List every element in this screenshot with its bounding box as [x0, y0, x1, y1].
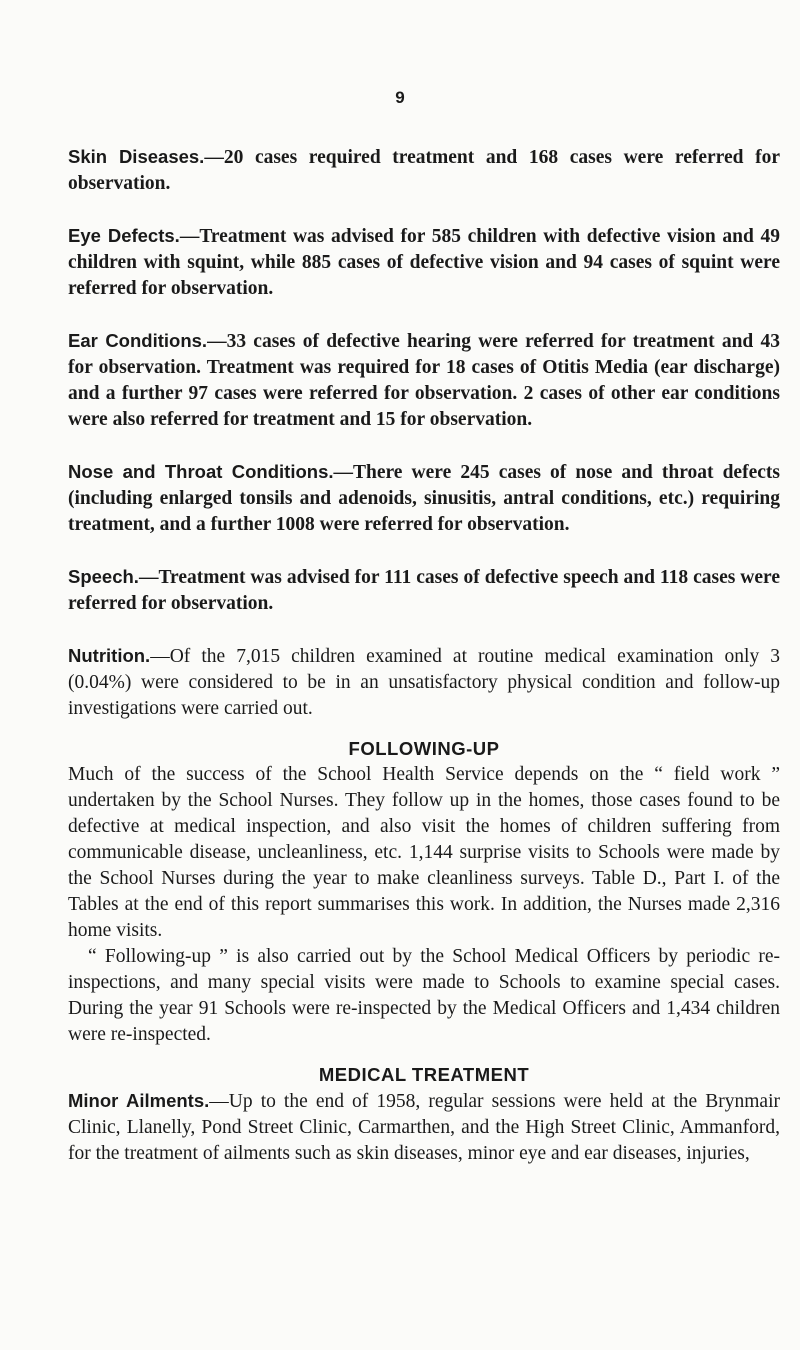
medical-treatment-heading: MEDICAL TREATMENT	[318, 1064, 530, 1085]
nose-throat-heading: Nose and Throat Conditions.	[68, 461, 334, 482]
following-up-paragraph-1: Much of the success of the School Health Service depends on the “ field work ” undertaken by the School Nurses. They follow up in the homes, those cases found to be defective at medical inspection, and also visit the homes of children suffering from communicable disease, uncleanliness, etc. 1,144 surprise visits to Schools were made by the School Nurses during the year to make cleanliness surveys. Table D., Part I. of the Tables at the end of this report summarises this work. In addition, the Nurses made 2,316 home visits.	[68, 764, 780, 941]
ear-conditions-text: —33 cases of defective hearing were referred for treatment and 43 for observation. Treatment was required for 18 cases of Otitis Media (ear discharge) and a further 97 cases were referred for observation. 2 cases of other ear conditions were also referred for treatment and 15 for observation.	[68, 331, 781, 430]
skin-diseases-heading: Skin Diseases.	[68, 146, 205, 167]
speech-heading: Speech.	[68, 566, 139, 587]
speech-paragraph	[68, 564, 780, 617]
ear-conditions-heading: Ear Conditions.	[68, 330, 208, 351]
eye-defects-text: —Treatment was advised for 585 children with defective vision and 49 children with squint, while 885 cases of defective vision and 94 cases of squint were referred for observation.	[68, 226, 780, 299]
following-up-heading: FOLLOWING-UP	[348, 738, 500, 759]
minor-ailments-paragraph	[68, 1088, 780, 1167]
nose-throat-paragraph	[68, 459, 780, 538]
following-up-paragraph-2: “ Following-up ” is also carried out by the School Medical Officers by periodic re-inspections, and many special visits were made to Schools to examine special cases. During the year 91 Schools were re-inspected by the Medical Officers and 1,434 children were re-inspected.	[68, 946, 780, 1045]
speech-text: —Treatment was advised for 111 cases of defective speech and 118 cases were referred for observation.	[68, 567, 780, 614]
nutrition-paragraph	[68, 643, 780, 722]
eye-defects-paragraph	[68, 223, 780, 302]
page-number: 9	[395, 88, 405, 107]
ear-conditions-paragraph	[68, 328, 780, 433]
minor-ailments-heading: Minor Ailments.	[68, 1090, 210, 1111]
eye-defects-heading: Eye Defects.	[68, 225, 180, 246]
nutrition-heading: Nutrition.	[68, 645, 151, 666]
nutrition-text: —Of the 7,015 children examined at routine medical examination only 3 (0.04%) were considered to be in an unsatisfactory physical condition and follow-up investigations were carried out.	[68, 646, 780, 719]
nose-throat-text: —There were 245 cases of nose and throat defects (including enlarged tonsils and adenoids, sinusitis, antral conditions, etc.) requiring treatment, and a further 1008 were referred for observation.	[68, 462, 780, 535]
minor-ailments-text: —Up to the end of 1958, regular sessions were held at the Brynmair Clinic, Llanelly, Pond Street Clinic, Carmarthen, and the High Street Clinic, Ammanford, for the treatment of ailments such as skin diseases, minor eye and ear diseases, injuries,	[68, 1091, 781, 1164]
skin-diseases-text: —20 cases required treatment and 168 cases were referred for observation.	[68, 147, 780, 194]
page-content	[68, 144, 780, 1167]
skin-diseases-paragraph	[68, 144, 780, 197]
